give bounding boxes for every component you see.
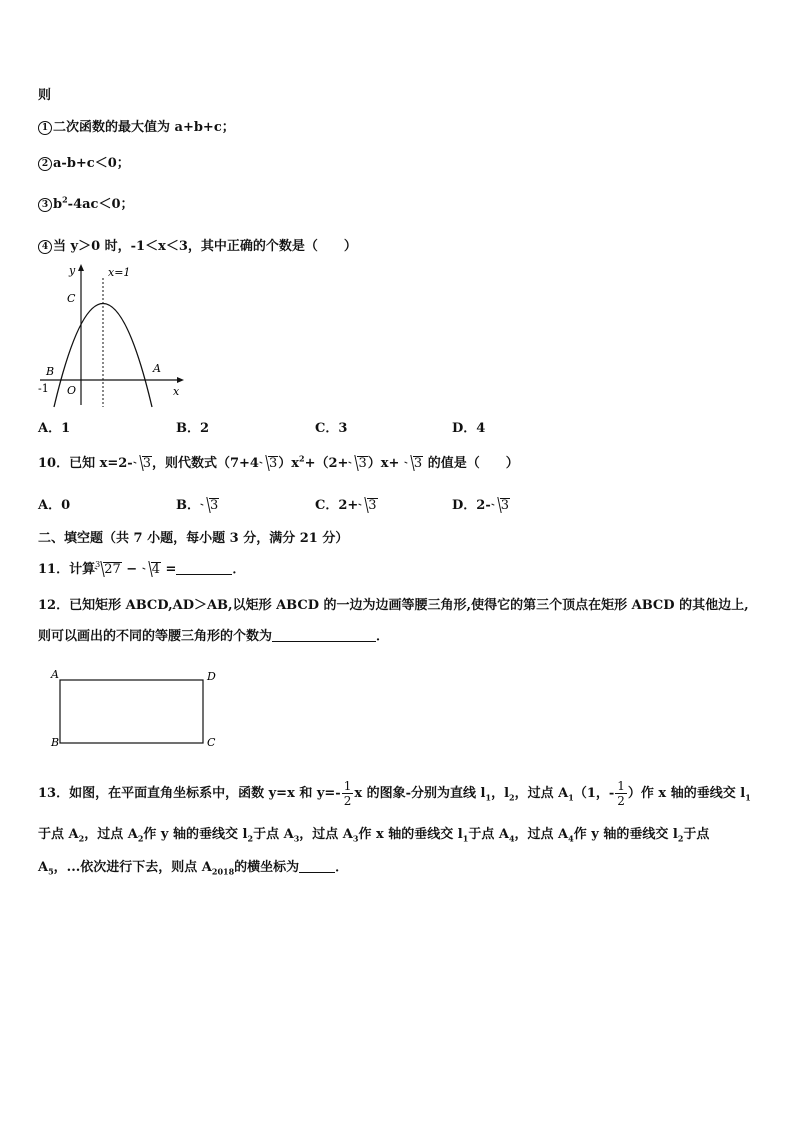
sqrt: 3 <box>358 498 377 513</box>
q9-option-c: C．3 <box>315 421 348 436</box>
sqrt: 3 <box>404 456 423 471</box>
circled-number: 4 <box>38 240 52 254</box>
circled-number: 2 <box>38 157 52 171</box>
question-13-line3: $A_5$，...依次进行下去，则点 $A_{2018}$的横坐标为 ． <box>38 860 349 877</box>
cube-root: 27 <box>94 562 122 577</box>
rect-d-label: D <box>207 670 216 683</box>
rect-c-label: C <box>207 736 216 749</box>
statement-1: 1 二次函数的最大值为 a+b+c； <box>38 116 235 135</box>
x-axis-arrow <box>177 377 184 383</box>
sqrt: 3 <box>491 498 510 513</box>
fraction: $\frac{1}{2}$ <box>343 779 352 808</box>
o-label: O <box>67 384 77 397</box>
c-label: C <box>67 292 76 305</box>
fraction: $\frac{1}{2}$ <box>617 779 625 808</box>
q10-option-a: A．0 <box>38 498 71 513</box>
question-12-line2: 则可以画出的不同的等腰三角形的个数为 ． <box>38 629 390 644</box>
x-eq-label: x=1 <box>108 266 131 279</box>
rect-a-label: A <box>51 668 59 681</box>
question-11: 11．计算$^3$ 27 − 4 = ． <box>38 560 246 577</box>
q9-option-b: B．2 <box>176 421 210 436</box>
parabola-figure <box>36 262 186 410</box>
q10-option-b: B． 3 <box>176 498 219 513</box>
question-13-line2: 于点 $A_2$，过点 $A_2$作 y 轴的垂线交 $l_2$于点 $A_3$，过点 $A_3$作 x 轴的垂线交 $l_1$于点 $A_4$，过点 $A_4$作 y 轴的垂线交 $l_2$于点 <box>38 827 710 844</box>
section-heading: 二、填空题（共 7 小题，每小题 3 分，满分 21 分） <box>38 531 349 546</box>
statement-2: 2 a-b+c＜0； <box>38 152 130 171</box>
rectangle-abcd <box>60 680 203 743</box>
sqrt: 3 <box>259 456 278 471</box>
b-label: B <box>46 365 55 378</box>
q9-option-d: D．4 <box>452 421 486 436</box>
question-12-line1: 12．已知矩形 ABCD,AD＞AB,以矩形 ABCD 的一边为边画等腰三角形,使得它的第三个顶点在矩形 ABCD 的其他边上, <box>38 598 749 613</box>
rectangle-figure <box>46 668 226 752</box>
neg1-label: -1 <box>38 382 49 395</box>
sqrt: 3 <box>133 456 152 471</box>
a-label: A <box>153 362 161 375</box>
q9-option-a: A．1 <box>38 421 71 436</box>
answer-blank <box>176 574 232 575</box>
y-axis-arrow <box>78 264 84 271</box>
statement-3: 3 $b^2-4ac<0$； <box>38 193 134 212</box>
q10-option-c: C．2+ 3 <box>315 498 377 513</box>
q10-option-d: D．2- 3 <box>452 498 509 513</box>
x-label: x <box>173 385 180 398</box>
answer-blank <box>272 641 376 642</box>
sqrt: 3 <box>348 456 367 471</box>
rect-b-label: B <box>51 736 60 749</box>
sqrt: 3 <box>200 498 219 513</box>
circled-number: 1 <box>38 121 52 135</box>
statement-4: 4 当 y＞0 时，-1＜x＜3，其中正确的个数是（ ） <box>38 235 357 254</box>
question-13-line1: 13．如图，在平面直角坐标系中，函数 y=x 和 y=- $\frac{1}{2}$ x 的图象-分别为直线 $l_1$，$l_2$，过点 $A_1(1$，- $\frac{1}{2}$ ）作 x 轴的垂线交 $l_1$ <box>38 779 751 808</box>
question-10: 10．已知 x=2- 3，则代数式（7+4 $3)x^2+(2+ 3)x+ 3$ 的值是（ ） <box>38 453 519 471</box>
sqrt: 4 <box>142 562 161 577</box>
header-word: 则 <box>38 88 52 103</box>
answer-blank <box>299 872 335 873</box>
y-label: y <box>69 264 76 277</box>
circled-number: 3 <box>38 198 52 212</box>
